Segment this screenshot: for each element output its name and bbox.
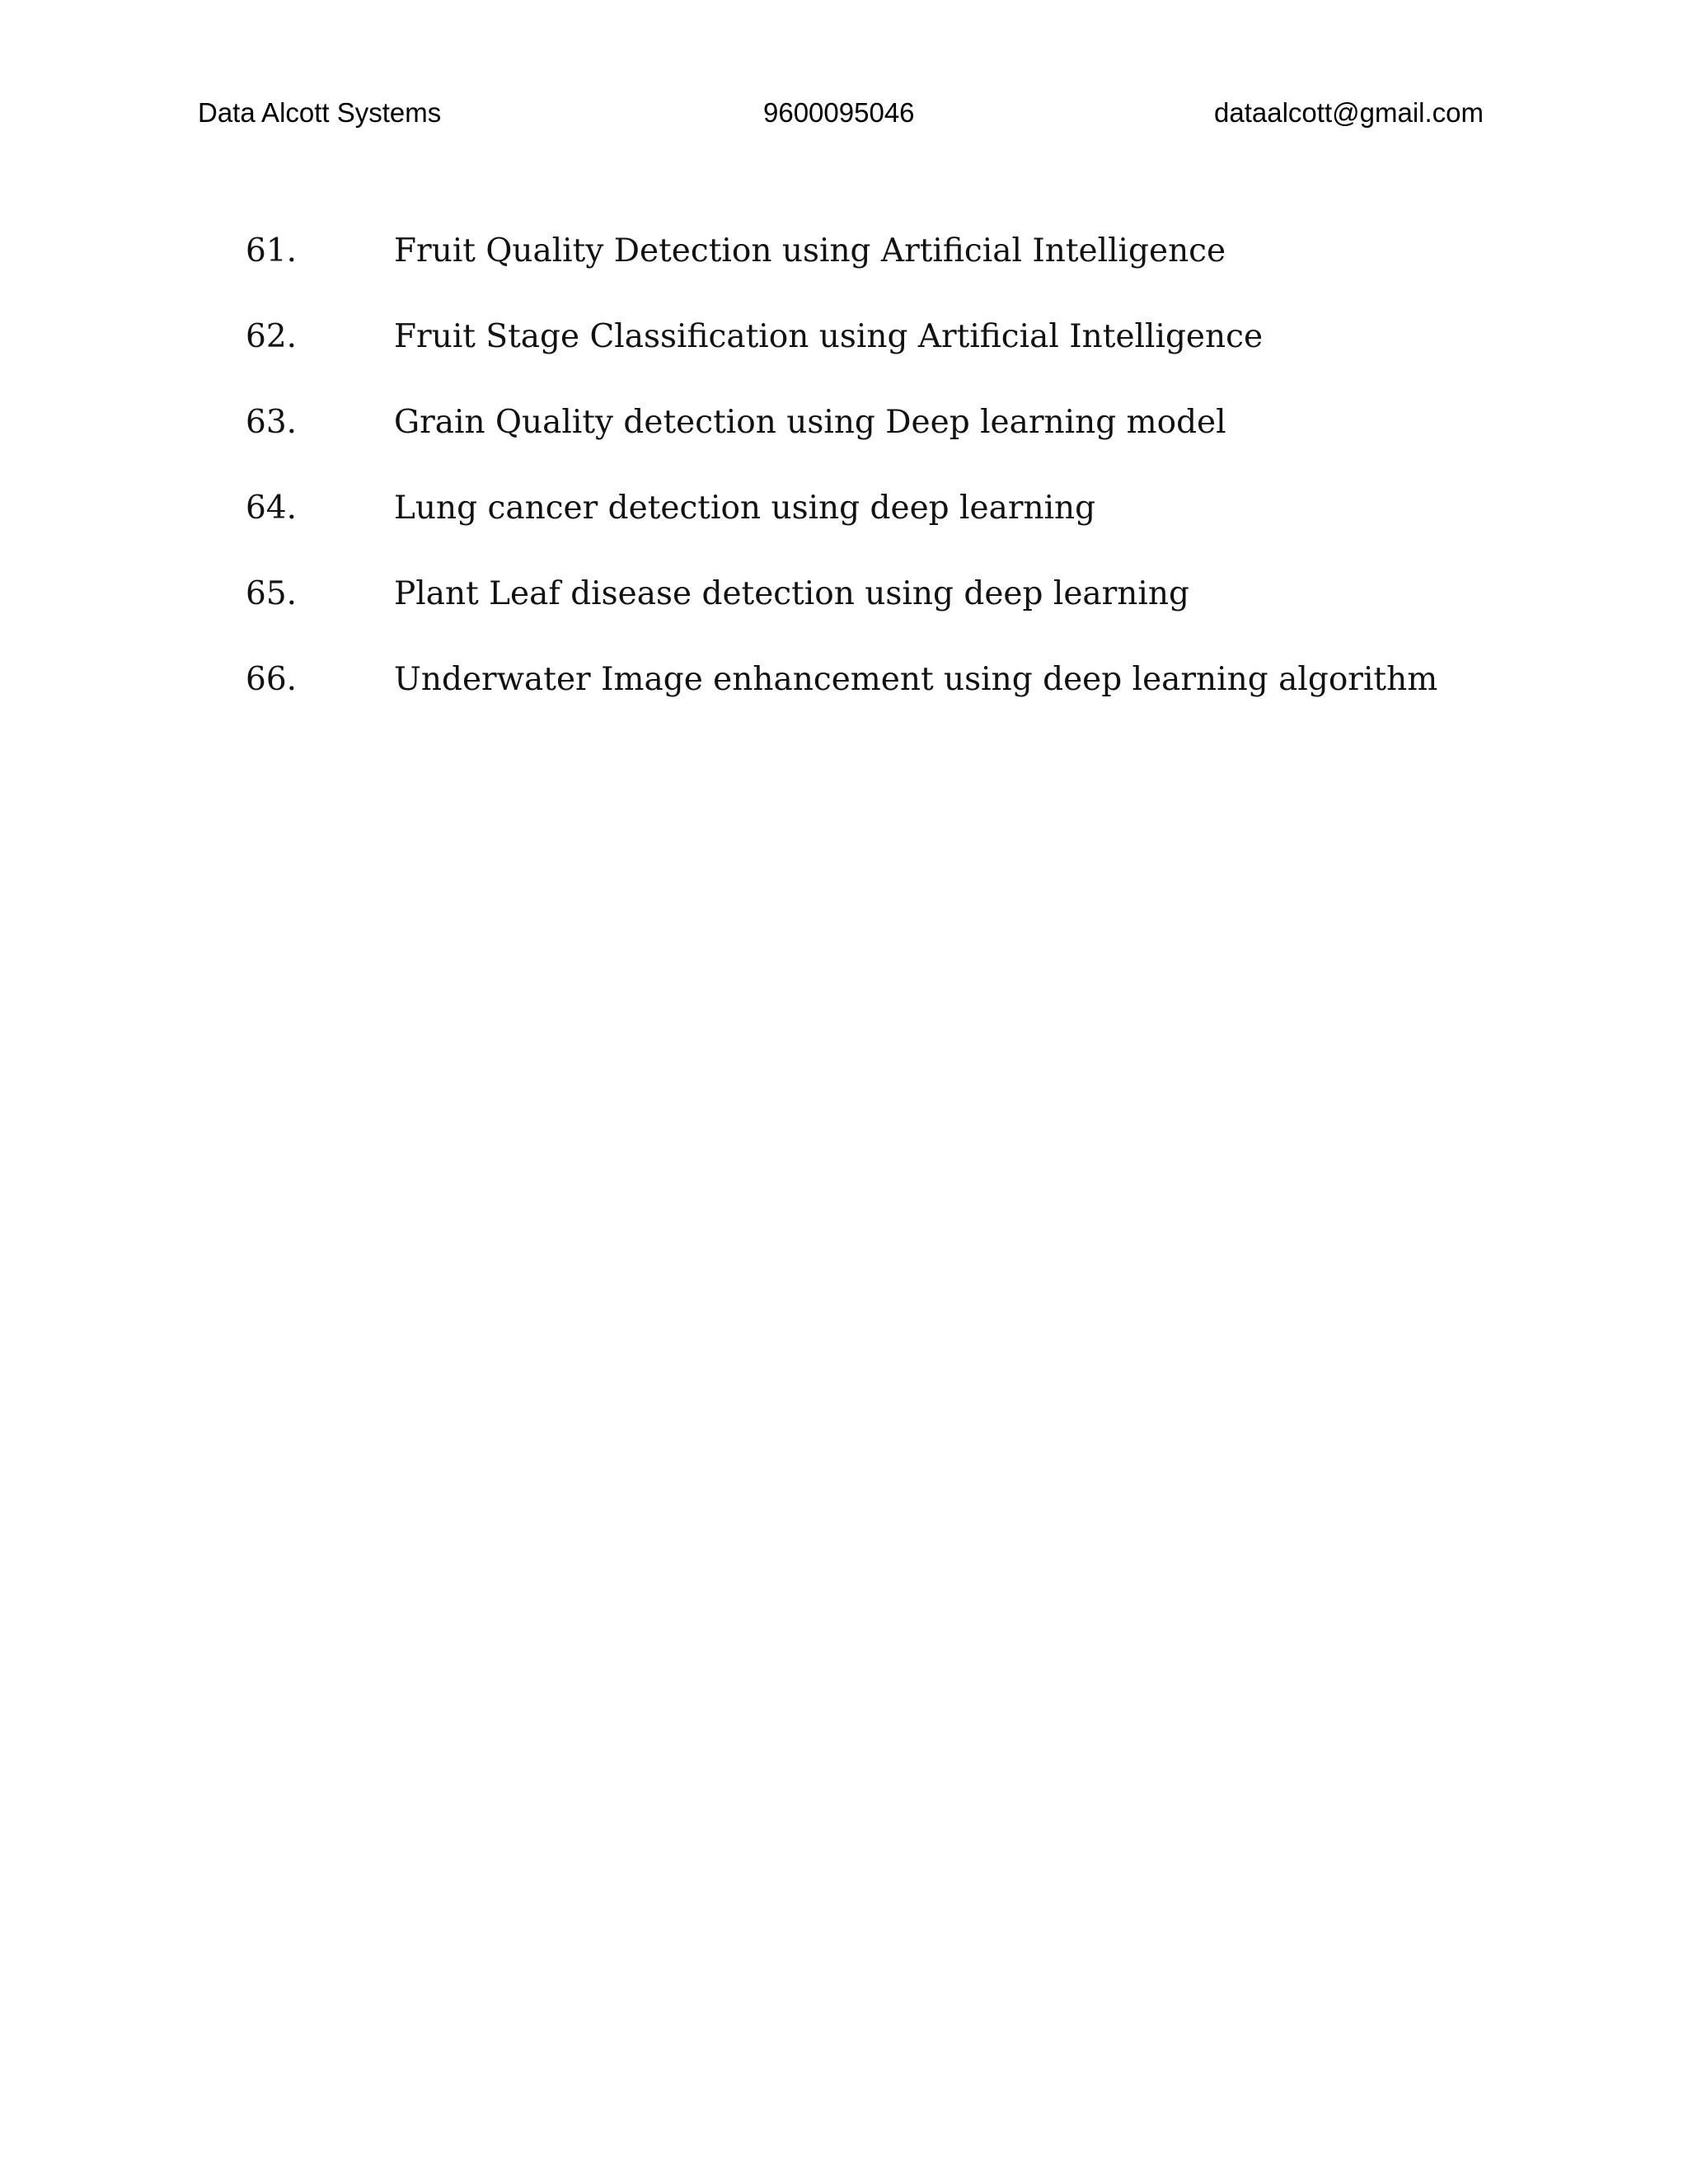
item-title: Fruit Stage Classification using Artificial Intelligence xyxy=(394,318,1264,355)
item-number: 61. xyxy=(246,232,298,269)
item-title: Fruit Quality Detection using Artificial Intelligence xyxy=(394,232,1226,269)
item-number: 64. xyxy=(246,490,298,527)
list-item xyxy=(246,575,1449,661)
item-title: Lung cancer detection using deep learning xyxy=(394,490,1096,527)
list-item xyxy=(246,404,1449,490)
list-item xyxy=(246,490,1449,575)
item-title: Underwater Image enhancement using deep learning algorithm xyxy=(394,661,1438,698)
item-number: 62. xyxy=(246,318,298,355)
item-number: 66. xyxy=(246,661,298,698)
item-title: Plant Leaf disease detection using deep learning xyxy=(394,575,1189,612)
header-company-name: Data Alcott Systems xyxy=(198,97,442,128)
project-list xyxy=(246,232,1449,747)
item-number: 65. xyxy=(246,575,298,612)
item-number: 63. xyxy=(246,404,298,441)
page-header xyxy=(198,97,1484,138)
list-item xyxy=(246,318,1449,404)
list-item xyxy=(246,232,1449,318)
header-email-address: dataalcott@gmail.com xyxy=(1214,97,1484,128)
item-title: Grain Quality detection using Deep learning model xyxy=(394,404,1226,441)
header-phone-number: 9600095046 xyxy=(763,97,915,128)
list-item xyxy=(246,661,1449,747)
